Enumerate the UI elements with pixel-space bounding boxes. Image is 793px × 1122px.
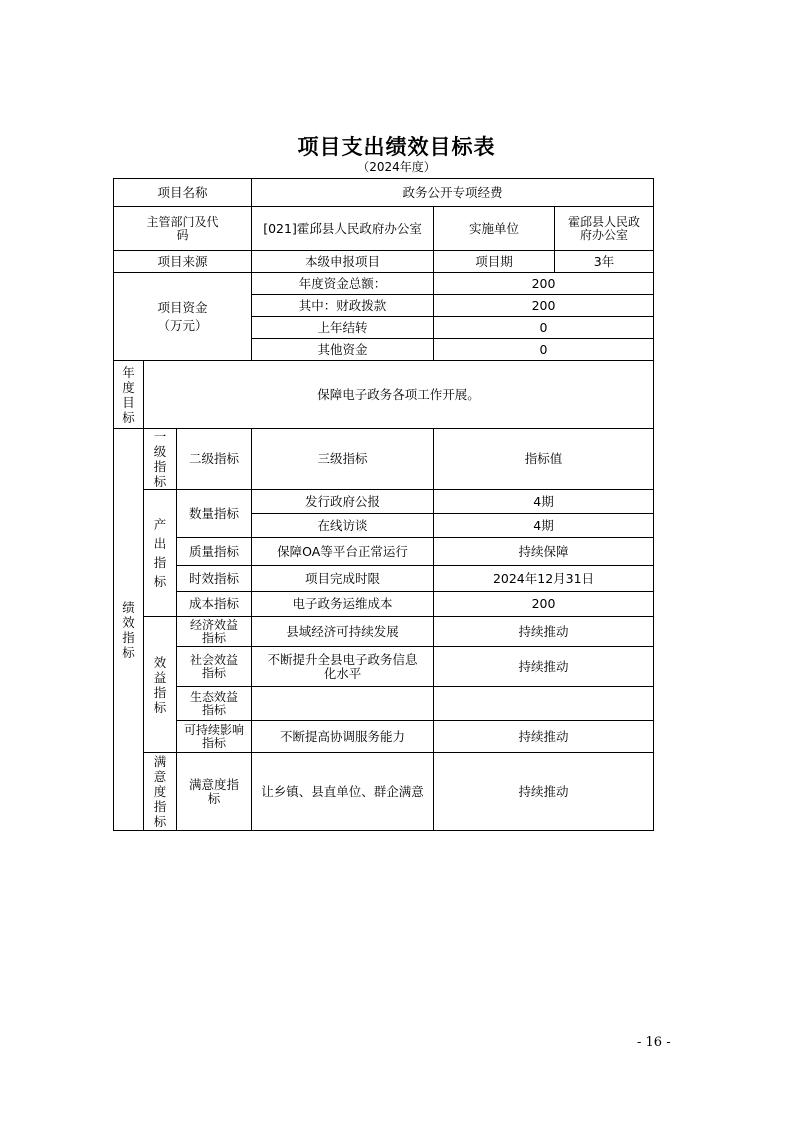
annual-goal-label-c3: 目 — [122, 394, 135, 410]
page-number: - 16 - — [637, 1035, 671, 1050]
project-name-value: 政务公开专项经费 — [252, 179, 654, 207]
level2-header: 二级指标 — [177, 429, 252, 490]
impl-unit-value: 霍邱县人民政府办公室 — [555, 207, 654, 251]
funds-carryover-value: 0 — [434, 317, 654, 339]
timeliness-name: 项目完成时限 — [252, 566, 434, 592]
output-label-c1: 产 — [153, 517, 167, 532]
perf-label-c1: 绩 — [122, 599, 135, 615]
quantity-row-name: 发行政府公报 — [252, 490, 434, 514]
quantity-row-value: 4期 — [434, 490, 654, 514]
perf-label-c4: 标 — [122, 644, 135, 660]
quality-value: 持续保障 — [434, 538, 654, 566]
social-label: 社会效益指标 — [177, 647, 252, 687]
period-label: 项目期 — [434, 251, 555, 273]
satisfaction-label — [144, 753, 177, 831]
quality-label: 质量指标 — [177, 538, 252, 566]
satisfaction-label-c2: 意 — [153, 769, 167, 784]
output-label — [144, 490, 177, 617]
output-label-c2: 出 — [153, 536, 167, 551]
quantity-row-name: 在线访谈 — [252, 514, 434, 538]
cost-label: 成本指标 — [177, 592, 252, 617]
cost-name: 电子政务运维成本 — [252, 592, 434, 617]
annual-goal-label-c4: 标 — [122, 409, 135, 425]
economic-value: 持续推动 — [434, 617, 654, 647]
perf-label — [114, 429, 144, 831]
benefit-label-c4: 标 — [153, 699, 167, 715]
page-subtitle: （2024年度） — [357, 160, 436, 174]
funds-label — [114, 273, 252, 361]
level1-header-c1: 一 — [153, 429, 167, 444]
benefit-label — [144, 617, 177, 753]
funds-fiscal-value: 200 — [434, 295, 654, 317]
funds-other-value: 0 — [434, 339, 654, 361]
sustainable-value: 持续推动 — [434, 721, 654, 753]
funds-other-label: 其他资金 — [252, 339, 434, 361]
satisfaction-label-c4: 指 — [153, 799, 167, 814]
social-value: 持续推动 — [434, 647, 654, 687]
satisfaction-label-c3: 度 — [153, 784, 167, 799]
perf-label-c3: 指 — [122, 629, 135, 645]
level1-header — [144, 429, 177, 490]
satisfaction-label-c1: 满 — [153, 754, 167, 769]
perf-label-c2: 效 — [122, 614, 135, 630]
impl-unit-label: 实施单位 — [434, 207, 555, 251]
funds-label-line1: 项目资金 — [157, 299, 208, 315]
output-label-c4: 标 — [153, 574, 167, 589]
ecological-name — [252, 687, 434, 721]
level1-header-c3: 指 — [153, 459, 167, 474]
timeliness-value: 2024年12月31日 — [434, 566, 654, 592]
funds-label-line2: （万元） — [157, 317, 208, 333]
quantity-label: 数量指标 — [177, 490, 252, 538]
benefit-label-c1: 效 — [153, 654, 167, 670]
level3-header: 三级指标 — [252, 429, 434, 490]
level1-header-c4: 标 — [153, 474, 167, 489]
benefit-label-c2: 益 — [153, 669, 167, 685]
satisfaction-name: 让乡镇、县直单位、群企满意 — [252, 753, 434, 831]
project-name-label: 项目名称 — [114, 179, 252, 207]
ecological-value — [434, 687, 654, 721]
economic-label: 经济效益指标 — [177, 617, 252, 647]
quantity-row-value: 4期 — [434, 514, 654, 538]
sustainable-name: 不断提高协调服务能力 — [252, 721, 434, 753]
quality-name: 保障OA等平台正常运行 — [252, 538, 434, 566]
dept-value: [021]霍邱县人民政府办公室 — [252, 207, 434, 251]
performance-target-table — [113, 178, 654, 831]
ecological-label: 生态效益指标 — [177, 687, 252, 721]
economic-name: 县域经济可持续发展 — [252, 617, 434, 647]
annual-goal-label-c1: 年 — [122, 364, 135, 380]
funds-total-value: 200 — [434, 273, 654, 295]
annual-goal-label — [114, 361, 144, 429]
value-header: 指标值 — [434, 429, 654, 490]
cost-value: 200 — [434, 592, 654, 617]
period-value: 3年 — [555, 251, 654, 273]
funds-fiscal-label: 其中：财政拨款 — [252, 295, 434, 317]
funds-total-label: 年度资金总额： — [252, 273, 434, 295]
benefit-label-c3: 指 — [153, 684, 167, 700]
funds-carryover-label: 上年结转 — [252, 317, 434, 339]
page-title: 项目支出绩效目标表 — [297, 134, 496, 159]
annual-goal-label-c2: 度 — [122, 379, 135, 395]
satisfaction-value: 持续推动 — [434, 753, 654, 831]
annual-goal-value: 保障电子政务各项工作开展。 — [144, 361, 654, 429]
social-name: 不断提升全县电子政务信息化水平 — [252, 647, 434, 687]
satisfaction-label-c5: 标 — [153, 814, 167, 829]
level1-header-c2: 级 — [153, 444, 167, 459]
dept-label: 主管部门及代码 — [114, 207, 252, 251]
timeliness-label: 时效指标 — [177, 566, 252, 592]
satisfaction-sub-label: 满意度指标 — [177, 753, 252, 831]
source-value: 本级申报项目 — [252, 251, 434, 273]
sustainable-label: 可持续影响指标 — [177, 721, 252, 753]
source-label: 项目来源 — [114, 251, 252, 273]
output-label-c3: 指 — [153, 555, 167, 570]
